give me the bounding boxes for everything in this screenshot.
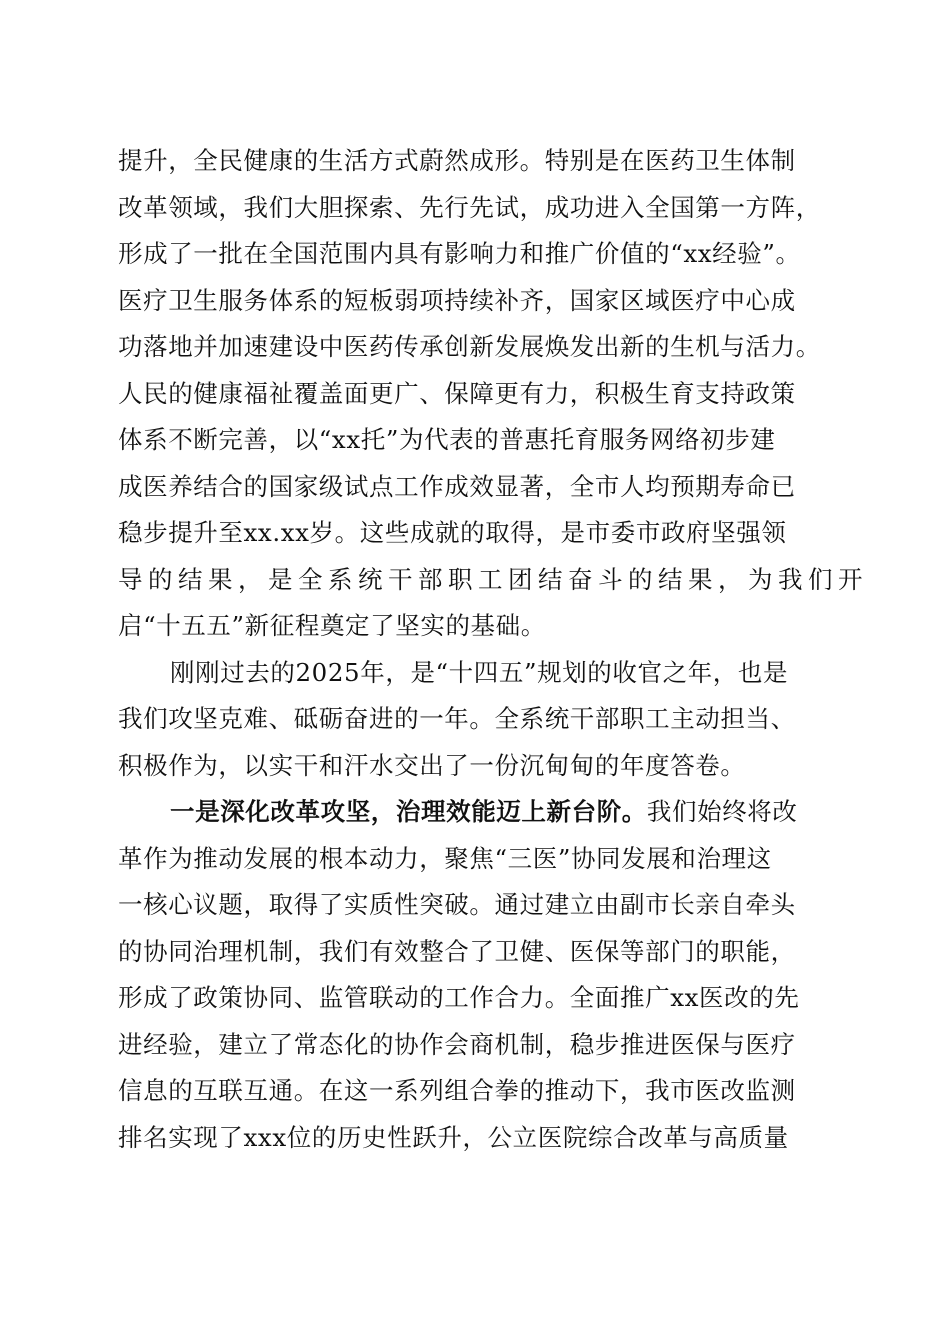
text-line: 提升，全民健康的生活方式蔚然成形。特别是在医药卫生体制 — [118, 146, 796, 175]
text-line: 形成了一批在全国范围内具有影响力和推广价值的“xx经验”。 — [118, 239, 801, 268]
text-line: 形成了政策协同、监管联动的工作合力。全面推广xx医改的先 — [118, 983, 800, 1012]
text-line: 一核心议题，取得了实质性突破。通过建立由副市长亲自牵头 — [118, 890, 796, 919]
text-line: 功落地并加速建设中医药传承创新发展焕发出新的生机与活力。 — [118, 332, 821, 361]
text-line: 体系不断完善，以“xx托”为代表的普惠托育服务网络初步建 — [118, 425, 776, 454]
text-line: 启“十五五”新征程奠定了坚实的基础。 — [118, 611, 546, 640]
text-run: 我们始终将改 — [646, 797, 798, 826]
text-line: 医疗卫生服务体系的短板弱项持续补齐，国家区域医疗中心成 — [118, 285, 796, 315]
text-line: 排名实现了xxx位的历史性跃升，公立医院综合改革与高质量 — [118, 1122, 789, 1152]
text-line: 人民的健康福祉覆盖面更广、保障更有力，积极生育支持政策 — [118, 378, 796, 408]
body-text — [118, 138, 868, 1161]
section-heading-lead: 一是深化改革攻坚，治理效能迈上新台阶。 — [170, 797, 647, 826]
text-line: 稳步提升至xx.xx岁。这些成就的取得，是市委市政府坚强领 — [118, 518, 787, 547]
text-line: 积极作为，以实干和汗水交出了一份沉甸甸的年度答卷。 — [118, 750, 746, 780]
paragraph-start-line: 刚刚过去的2025年，是“十四五”规划的收官之年，也是 — [170, 657, 789, 687]
paragraph-start-line — [118, 789, 838, 836]
text-line: 革作为推动发展的根本动力，聚焦“三医”协同发展和治理这 — [118, 843, 772, 873]
text-line: 成医养结合的国家级试点工作成效显著，全市人均预期寿命已 — [118, 471, 796, 501]
text-line: 的协同治理机制，我们有效整合了卫健、医保等部门的职能， — [118, 936, 796, 966]
text-line: 信息的互联互通。在这一系列组合拳的推动下，我市医改监测 — [118, 1076, 796, 1105]
text-line: 我们攻坚克难、砥砺奋进的一年。全系统干部职工主动担当、 — [118, 704, 796, 733]
text-line: 导的结果，是全系统干部职工团结奋斗的结果，为我们开 — [118, 564, 868, 594]
text-line: 改革领域，我们大胆探索、先行先试，成功进入全国第一方阵， — [118, 192, 821, 222]
text-line: 进经验，建立了常态化的协作会商机制，稳步推进医保与医疗 — [118, 1029, 796, 1059]
